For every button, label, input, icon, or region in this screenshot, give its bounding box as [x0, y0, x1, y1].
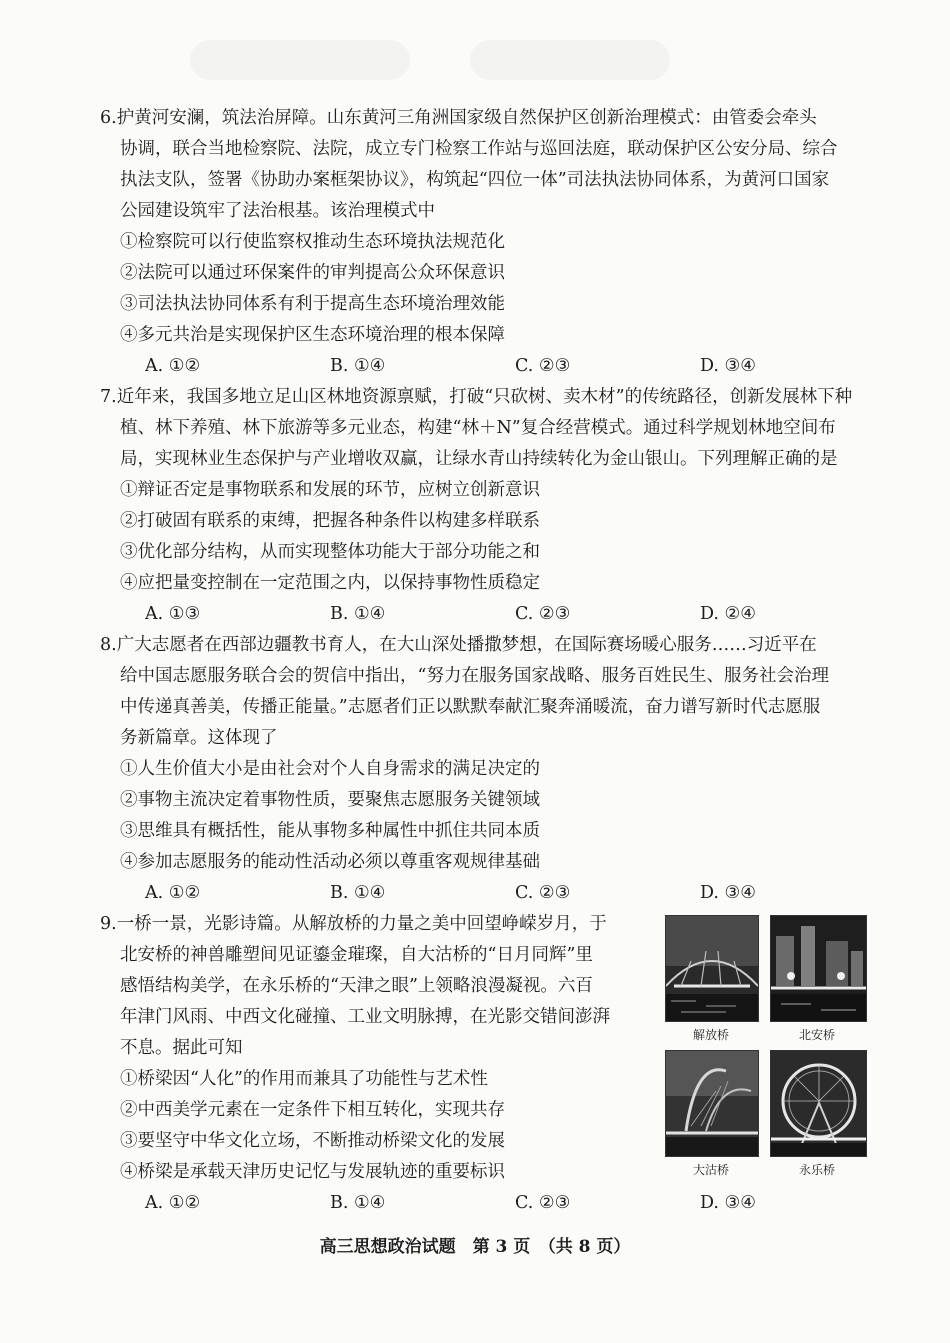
q9-option-d[interactable]: D. ③④: [700, 1193, 756, 1213]
q8-options: [120, 878, 875, 909]
question-7: [100, 382, 875, 630]
q9-statement: ③要坚守中华文化立场，不断推动桥梁文化的发展: [120, 1131, 505, 1151]
q8-statement: ②事物主流决定着事物性质，要聚焦志愿服务关键领域: [120, 790, 540, 810]
q6-statement: ②法院可以通过环保案件的审判提高公众环保意识: [120, 263, 505, 283]
question-9: [100, 909, 875, 1219]
page-footer: 高三思想政治试题 第 3 页 （共 8 页）: [319, 1237, 631, 1257]
q6-option-b[interactable]: B. ①④: [330, 356, 386, 376]
q9-statement: ①桥梁因“人化”的作用而兼具了功能性与艺术性: [120, 1069, 488, 1089]
q8-statement: ④参加志愿服务的能动性活动必须以尊重客观规律基础: [120, 852, 540, 872]
q9-stem-line: 年津门风雨、中西文化碰撞、工业文明脉搏，在光影交错间澎湃: [120, 1007, 610, 1027]
q7-option-b[interactable]: B. ①④: [330, 604, 386, 624]
q9-options: [120, 1188, 875, 1219]
scan-smudge: [190, 40, 410, 80]
q9-stem-line: 北安桥的神兽雕塑间见证鎏金璀璨，自大沽桥的“日月同辉”里: [120, 945, 593, 965]
photo-beian-bridge: [770, 915, 867, 1022]
q8-stem-line: 给中国志愿服务联合会的贺信中指出，“努力在服务国家战略、服务百姓民生、服务社会治理: [120, 666, 829, 686]
q7-option-a[interactable]: A. ①③: [145, 604, 201, 624]
q6-statement: ③司法执法协同体系有利于提高生态环境治理效能: [120, 294, 505, 314]
q7-statement: ①辩证否定是事物联系和发展的环节，应树立创新意识: [120, 480, 540, 500]
q7-options: [120, 599, 875, 630]
q6-stem-line: 公园建设筑牢了法治根基。该治理模式中: [120, 201, 435, 221]
q9-option-b[interactable]: B. ①④: [330, 1193, 386, 1213]
q6-options: [120, 351, 875, 382]
q6-stem-line: 执法支队，签署《协助办案框架协议》，构筑起“四位一体”司法执法协同体系，为黄河口国家: [120, 170, 830, 190]
question-6: [100, 103, 875, 382]
photo-yongle-bridge: [770, 1050, 867, 1157]
caption-yongle-bridge: 永乐桥: [798, 1163, 835, 1177]
q7-stem-line: 7.近年来，我国多地立足山区林地资源禀赋，打破“只砍树、卖木材”的传统路径，创新发展林下种: [100, 387, 853, 407]
q9-statement: ④桥梁是承载天津历史记忆与发展轨迹的重要标识: [120, 1162, 505, 1182]
q9-option-a[interactable]: A. ①②: [145, 1193, 201, 1213]
q9-statement: ②中西美学元素在一定条件下相互转化，实现共存: [120, 1100, 505, 1120]
caption-beian-bridge: 北安桥: [798, 1028, 835, 1042]
q9-stem-line: 感悟结构美学，在永乐桥的“天津之眼”上领略浪漫凝视。六百: [120, 976, 593, 996]
q7-stem-line: 局，实现林业生态保护与产业增收双赢，让绿水青山持续转化为金山银山。下列理解正确的是: [120, 449, 838, 469]
question-8: [100, 630, 875, 909]
q6-option-d[interactable]: D. ③④: [700, 356, 756, 376]
q6-stem-line: 协调，联合当地检察院、法院，成立专门检察工作站与巡回法庭，联动保护区公安分局、综合: [120, 139, 838, 159]
q7-option-d[interactable]: D. ②④: [700, 604, 756, 624]
q8-stem-line: 中传递真善美，传播正能量。”志愿者们正以默默奉献汇聚奔涌暖流，奋力谱写新时代志愿服: [120, 697, 821, 717]
q6-statement: ①检察院可以行使监察权推动生态环境执法规范化: [120, 232, 505, 252]
q6-statement: ④多元共治是实现保护区生态环境治理的根本保障: [120, 325, 505, 345]
q9-stem-line: 不息。据此可知: [120, 1038, 243, 1058]
q7-statement: ②打破固有联系的束缚，把握各种条件以构建多样联系: [120, 511, 540, 531]
q7-statement: ③优化部分结构，从而实现整体功能大于部分功能之和: [120, 542, 540, 562]
q8-option-c[interactable]: C. ②③: [515, 883, 571, 903]
q8-option-d[interactable]: D. ③④: [700, 883, 756, 903]
photo-dagu-bridge: [665, 1050, 759, 1157]
photo-jiefang-bridge: [665, 915, 759, 1022]
q8-stem-line: 8.广大志愿者在西部边疆教书育人，在大山深处播撒梦想，在国际赛场暖心服务……习近平在: [100, 635, 817, 655]
q7-statement: ④应把量变控制在一定范围之内，以保持事物性质稳定: [120, 573, 540, 593]
q8-option-b[interactable]: B. ①④: [330, 883, 386, 903]
q6-option-c[interactable]: C. ②③: [515, 356, 571, 376]
q8-option-a[interactable]: A. ①②: [145, 883, 201, 903]
q8-statement: ①人生价值大小是由社会对个人自身需求的满足决定的: [120, 759, 540, 779]
caption-dagu-bridge: 大沽桥: [692, 1163, 729, 1177]
q9-option-c[interactable]: C. ②③: [515, 1193, 571, 1213]
q9-stem-line: 9.一桥一景，光影诗篇。从解放桥的力量之美中回望峥嵘岁月，于: [100, 914, 607, 934]
scan-smudge: [470, 40, 670, 80]
q8-statement: ③思维具有概括性，能从事物多种属性中抓住共同本质: [120, 821, 540, 841]
q6-stem-line: 6.护黄河安澜，筑法治屏障。山东黄河三角洲国家级自然保护区创新治理模式：由管委会牵头: [100, 108, 817, 128]
q7-stem-line: 植、林下养殖、林下旅游等多元业态，构建“林＋N”复合经营模式。通过科学规划林地空间布: [120, 418, 836, 438]
q8-stem-line: 务新篇章。这体现了: [120, 728, 278, 748]
q6-option-a[interactable]: A. ①②: [145, 356, 201, 376]
caption-jiefang-bridge: 解放桥: [692, 1028, 729, 1042]
q7-option-c[interactable]: C. ②③: [515, 604, 571, 624]
